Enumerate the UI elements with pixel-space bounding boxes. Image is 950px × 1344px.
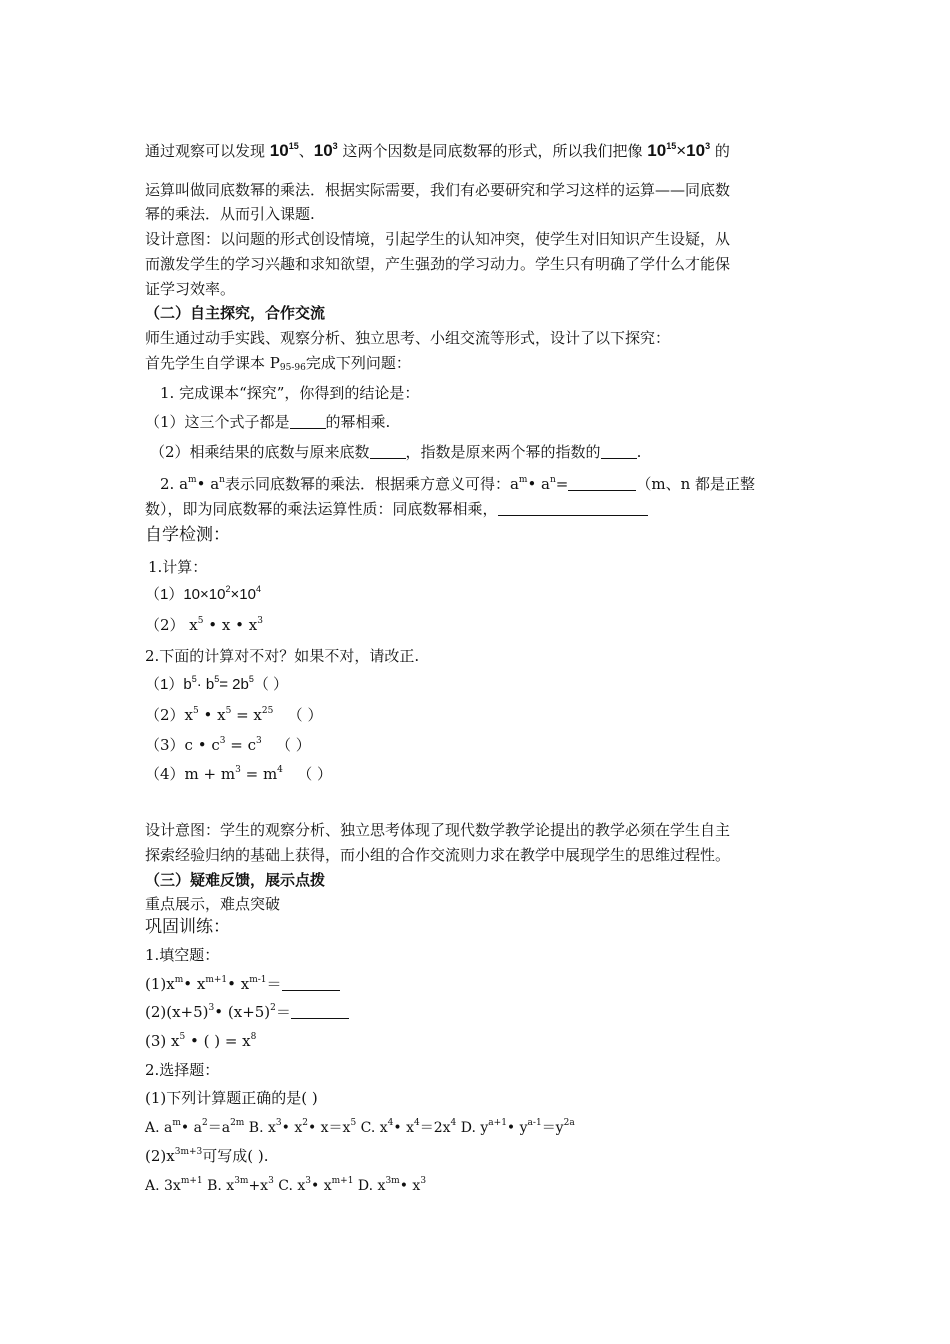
intro-line-3: 幂的乘法．从而引入课题. <box>145 205 315 223</box>
check-p2: 2.下面的计算对不对？如果不对，请改正. <box>145 647 420 665</box>
check-p2-2: $(2)x^5$ • $x^5 = x^{25}$ （ ） <box>145 706 323 724</box>
fill-1: $(1)x^m•$ $x^{m+1}•$ $x^{m-1}=$ <box>145 974 340 994</box>
power-10-3: $10^3$ <box>313 141 338 160</box>
check-p1-1: $(1)10\times 10^2\times 10^4$ <box>145 584 261 603</box>
intent1-line-2: 而激发学生的学习兴趣和求知欲望，产生强劲的学习动力。学生只有明确了学什么才能保 <box>145 255 731 273</box>
self-check-title: 自学检测： <box>145 525 230 545</box>
intent1-line-1: 设计意图：以问题的形式创设情境，引起学生的认知冲突，使学生对旧知识产生设疑，从 <box>145 230 731 248</box>
product-expression: $10^{15}\times 10^3$ <box>647 141 711 160</box>
check-p2-1: $(1)b^5\cdot b^5= 2b^5$（ ） <box>145 674 289 693</box>
practice-title: 巩固训练： <box>145 917 230 937</box>
choice-title: 2.选择题： <box>145 1061 220 1079</box>
intro-line-2: 运算叫做同底数幂的乘法．根据实际需要，我们有必要研究和学习这样的运算——同底数 <box>145 181 731 199</box>
choice-2-options: A. $3x^{m+1}$ B. $x^{3m}+x^3$ C. $x^3•$ $x^{m+1}$ D. $x^{3m}•$ $x^3$ <box>145 1176 427 1194</box>
check-p1-2: （2） $x^5$ • x • $x^3$ <box>145 616 263 634</box>
intro-line-1: 通过观察可以发现 $10^{15}$、$10^3$ 这两个因数是同底数幂的形式，所以我们把像 $10^{15}\times 10^3$ 的 <box>145 141 730 160</box>
choice-1-options: A. $a^m•$ $a^2=a^{2m}$ B. $x^3•$ $x^2•$ $x=x^5$ C. $x^4•$ $x^4=2x^4$ D. $y^{a+1}•$ $y^{a-1}=y^{2a}$ <box>145 1118 575 1136</box>
section3-title: （三）疑难反馈，展示点拨 <box>145 871 326 889</box>
question-1-2: （2）相乘结果的底数与原来底数 ，指数是原来两个幂的指数的 . <box>150 443 642 461</box>
section2-line-1: 师生通过动手实践、观察分析、独立思考、小组交流等形式，设计了以下探究： <box>145 329 671 347</box>
choice-2: $(2)x^{3m+3}$可写成( ). <box>145 1147 269 1165</box>
check-p1: 1.计算： <box>148 558 208 576</box>
section2-title: （二）自主探究，合作交流 <box>145 304 326 322</box>
fill-3: (3) $x^5$ • ( ) = $x^8$ <box>145 1032 257 1050</box>
question-2: 2. $a^m•$ $a^n$表示同底数幂的乘法．根据乘方意义可得：$a^m•$ $a^n= (m$、n 都是正整 <box>160 475 756 493</box>
intent1-line-3: 证学习效率。 <box>145 280 236 298</box>
question-1-1: （1）这三个式子都是 的幂相乘. <box>145 413 391 431</box>
section2-line-2: 首先学生自学课本 P95-96完成下列问题： <box>145 354 411 373</box>
question-2-line-2: 数），即为同底数幂的乘法运算性质：同底数幂相乘， <box>145 499 648 519</box>
intent2-line-2: 探索经验归纳的基础上获得，而小组的合作交流则力求在教学中展现学生的思维过程性。 <box>145 846 731 864</box>
choice-1: (1)下列计算题正确的是( ) <box>145 1089 318 1107</box>
intent2-line-1: 设计意图：学生的观察分析、独立思考体现了现代数学教学论提出的教学必须在学生自主 <box>145 821 731 839</box>
check-p2-4: $(4)m + m^3 = m^4$ （ ） <box>145 765 332 783</box>
question-1: 1. 完成课本“探究”，你得到的结论是： <box>160 384 420 402</box>
check-p2-3: （3）c • $c^3 = c^3$ （ ） <box>145 736 311 754</box>
fill-title: 1.填空题： <box>145 946 220 964</box>
power-10-15: $10^{15}$ <box>269 141 299 160</box>
section3-line-1: 重点展示，难点突破 <box>145 895 281 913</box>
fill-2: $(2)(x+5)^3•$ $(x+5)^2=$ <box>145 1002 349 1022</box>
